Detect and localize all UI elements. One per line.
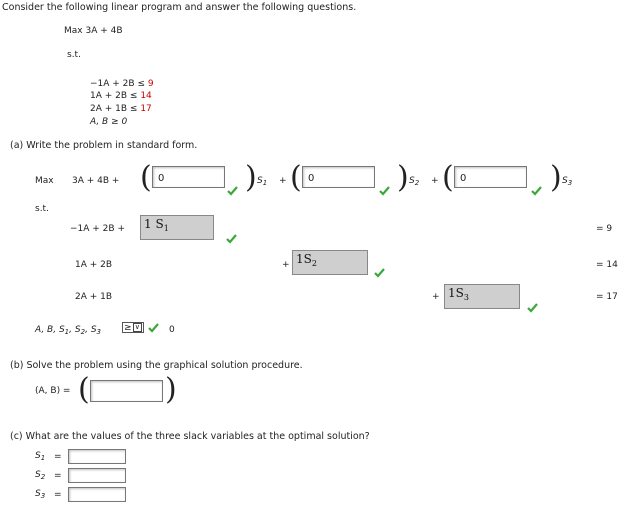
equals-sign: =	[54, 490, 62, 500]
left-paren: (	[290, 160, 302, 195]
nonneg-separator: ,	[85, 325, 88, 335]
nonneg-label: A, B, S	[35, 325, 65, 335]
row-3-plus: +	[432, 292, 440, 302]
ab-label: (A, B) =	[35, 386, 71, 396]
check-icon	[226, 234, 237, 244]
s1-subscript: 1	[64, 328, 70, 336]
select-value: ≥	[124, 322, 132, 333]
s-symbol: S	[74, 325, 81, 335]
st-label: s.t.	[35, 204, 49, 214]
s-symbol: S	[35, 470, 41, 480]
s2-subscript: 2	[414, 179, 420, 187]
left-paren: (	[140, 160, 152, 195]
check-icon	[374, 268, 385, 278]
lp-constraint-2-rhs: 14	[140, 91, 152, 101]
s2-subscript: 2	[80, 328, 86, 336]
row-3-sub: 3	[463, 293, 469, 302]
right-paren: )	[165, 372, 177, 407]
slack-s3-input[interactable]	[68, 487, 126, 502]
check-icon	[227, 186, 238, 196]
equals-sign: =	[54, 471, 62, 481]
lp-constraint-1-lhs: −1A + 2B ≤	[90, 79, 145, 89]
row-3-expression: 2A + 1B	[75, 292, 113, 302]
plus-sign: +	[431, 176, 439, 186]
lp-constraint-2-lhs: 1A + 2B ≤	[90, 91, 138, 101]
part-a-question: (a) Write the problem in standard form.	[10, 140, 198, 151]
ab-solution-input[interactable]	[90, 380, 163, 402]
plus-sign: +	[279, 176, 287, 186]
row-2-plus: +	[282, 260, 290, 270]
left-paren: (	[78, 372, 90, 407]
nonneg-separator: ,	[69, 325, 72, 335]
objective-s2-term	[409, 176, 419, 187]
slack-s1-label	[35, 451, 45, 462]
lp-constraint-1-rhs: 9	[147, 79, 154, 89]
row-2-sub: 2	[311, 259, 317, 268]
slack-s3-label	[35, 489, 45, 500]
row-2-coef: 1S	[296, 252, 312, 266]
s3-subscript: 3	[567, 179, 573, 187]
s-symbol: S	[562, 176, 568, 186]
lp-constraint-1	[90, 79, 154, 89]
row-2-expression: 1A + 2B	[75, 260, 113, 270]
check-icon	[148, 323, 159, 333]
check-icon	[379, 186, 390, 196]
row-3-coef: 1S	[448, 286, 464, 300]
lp-nonnegativity: A, B ≥ 0	[90, 117, 128, 127]
check-icon	[527, 303, 538, 313]
objective-s1-coefficient-input[interactable]	[152, 166, 225, 188]
row-1-expression: −1A + 2B +	[70, 224, 125, 234]
part-c-question: (c) What are the values of the three slack variables at the optimal solution?	[10, 431, 370, 442]
objective-expression: 3A + 4B +	[72, 176, 120, 186]
lp-constraint-3-rhs: 17	[140, 104, 152, 114]
slack-s2-input[interactable]	[68, 468, 126, 483]
s-symbol: S	[409, 176, 415, 186]
row-1-coef: 1	[144, 217, 152, 231]
equals-sign: =	[54, 452, 62, 462]
row-1-var: S	[155, 217, 164, 231]
s-symbol: S	[90, 325, 97, 335]
row-2-answer	[292, 250, 368, 275]
row-2-rhs: = 14	[596, 260, 618, 270]
objective-s1-term	[257, 176, 267, 187]
lp-constraint-2	[90, 91, 152, 101]
nonnegativity-value: 0	[169, 325, 175, 335]
right-paren: )	[397, 160, 409, 195]
slack-s1-input[interactable]	[68, 449, 126, 464]
max-label: Max	[35, 176, 54, 186]
s-symbol: S	[35, 489, 41, 499]
lp-objective: Max 3A + 4B	[64, 26, 123, 36]
s-symbol: S	[35, 451, 41, 461]
lp-st: s.t.	[67, 50, 81, 60]
objective-s3-coefficient-input[interactable]	[454, 166, 527, 188]
row-1-sub: 1	[163, 224, 169, 233]
intro-text: Consider the following linear program and answer the following questions.	[2, 2, 357, 13]
row-1-rhs: = 9	[596, 224, 613, 234]
s2-subscript: 2	[40, 473, 46, 481]
s-symbol: S	[257, 176, 263, 186]
check-icon	[531, 186, 542, 196]
slack-s2-label	[35, 470, 45, 481]
part-b-question: (b) Solve the problem using the graphical solution procedure.	[10, 360, 303, 371]
right-paren: )	[245, 160, 257, 195]
objective-s3-term	[562, 176, 572, 187]
s3-subscript: 3	[96, 328, 101, 336]
nonnegativity-vars	[35, 325, 101, 336]
row-3-answer	[444, 284, 520, 309]
left-paren: (	[442, 160, 454, 195]
lp-constraint-3	[90, 104, 152, 114]
nonnegativity-operator-select[interactable]	[122, 322, 144, 333]
objective-s2-coefficient-input[interactable]	[302, 166, 375, 188]
right-paren: )	[550, 160, 562, 195]
chevron-down-icon: ∨	[133, 323, 142, 332]
s3-subscript: 3	[40, 492, 46, 500]
s1-subscript: 1	[40, 454, 46, 462]
s1-subscript: 1	[262, 179, 268, 187]
lp-constraint-3-lhs: 2A + 1B ≤	[90, 104, 138, 114]
row-3-rhs: = 17	[596, 292, 618, 302]
row-1-answer	[140, 215, 214, 240]
